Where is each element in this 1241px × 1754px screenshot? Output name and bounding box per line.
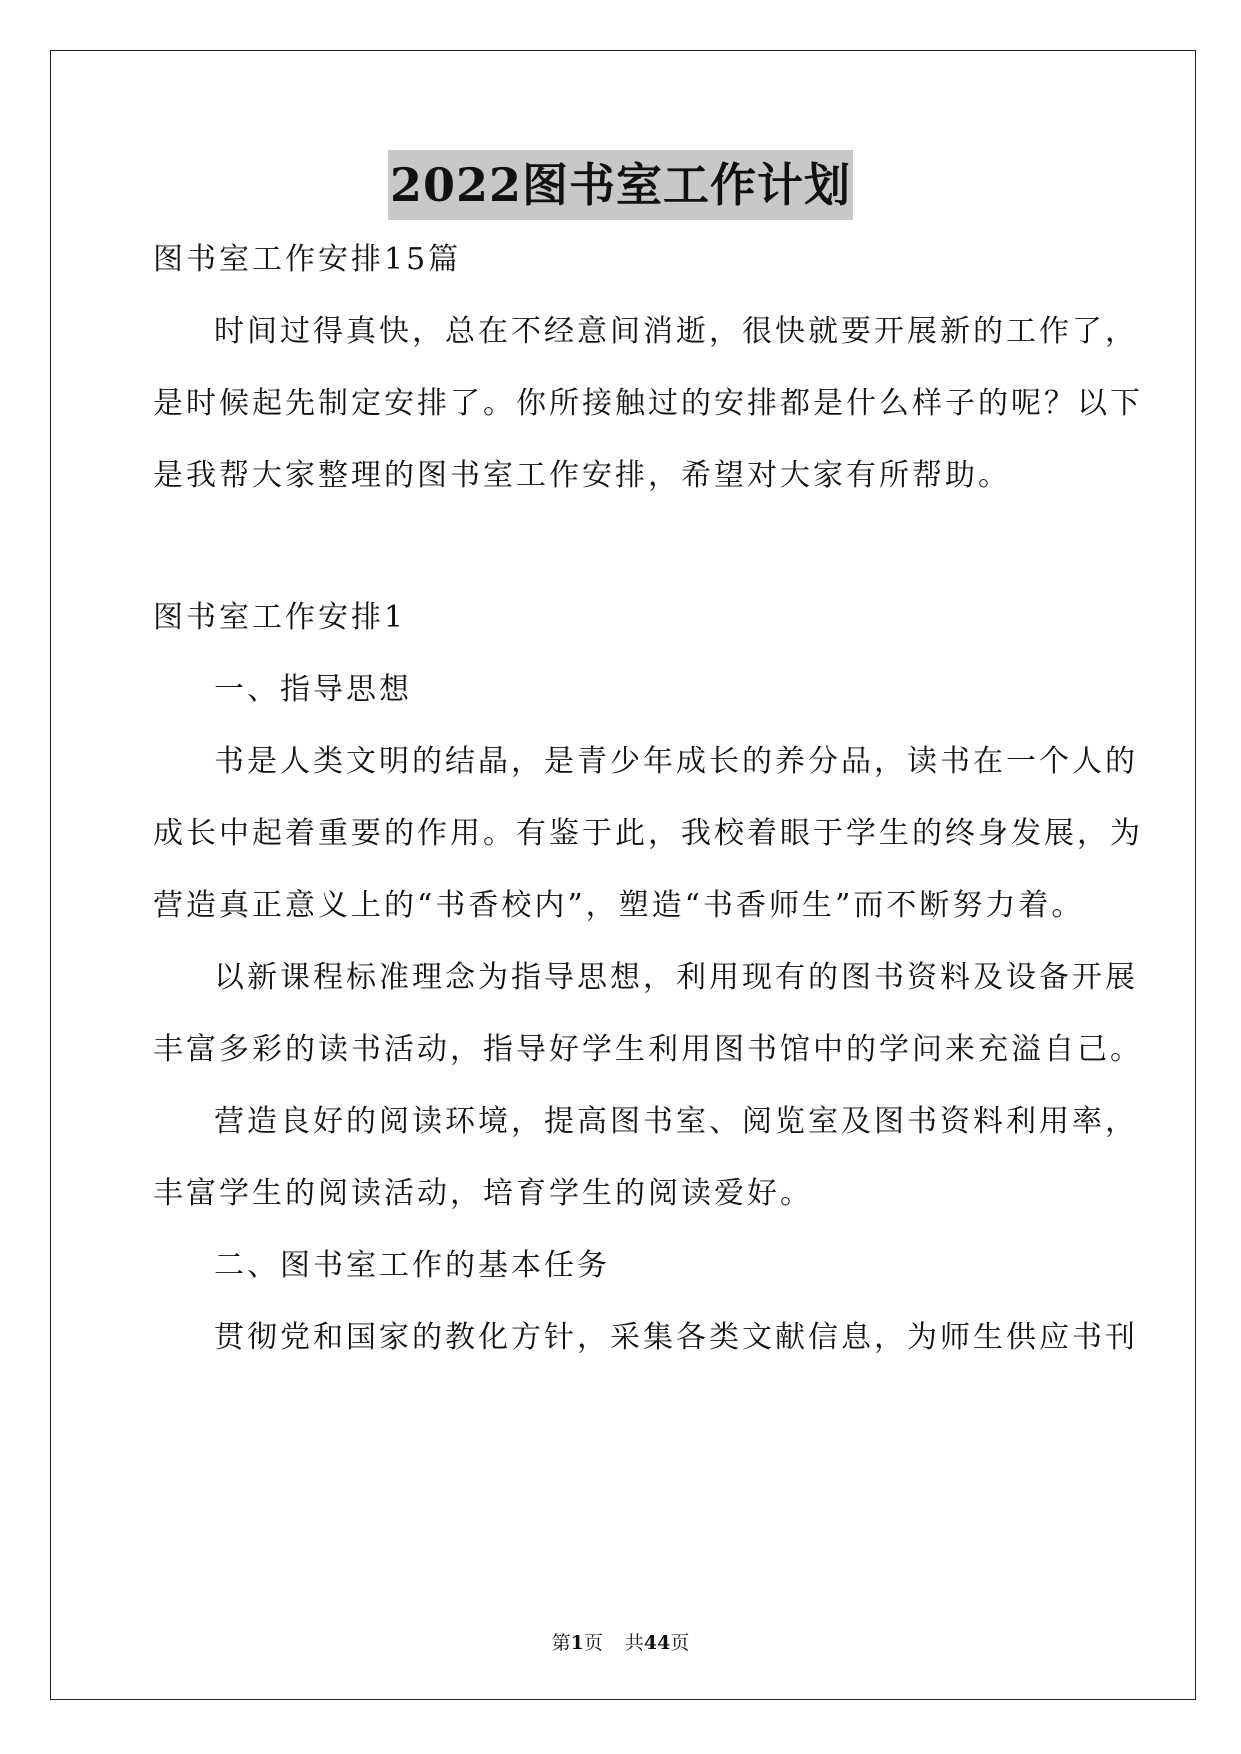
subtitle-line: 图书室工作安排15篇 — [153, 242, 462, 277]
paragraph-line: 是时候起先制定安排了。你所接触过的安排都是什么样子的呢？以下 — [153, 386, 1143, 421]
page-border — [50, 50, 1196, 1700]
page-footer — [0, 1630, 1241, 1656]
footer-total-suffix: 页 — [670, 1632, 690, 1654]
footer-page-prefix: 第 — [551, 1632, 571, 1654]
paragraph-line: 书是人类文明的结晶，是青少年成长的养分品，读书在一个人的 — [214, 744, 1138, 779]
subsection-heading: 一、指导思想 — [214, 672, 412, 707]
section-heading: 图书室工作安排1 — [153, 600, 407, 635]
paragraph-line: 营造良好的阅读环境，提高图书室、阅览室及图书资料利用率， — [214, 1104, 1138, 1139]
paragraph-line: 以新课程标准理念为指导思想，利用现有的图书资料及设备开展 — [214, 960, 1138, 995]
paragraph-line: 丰富学生的阅读活动，培育学生的阅读爱好。 — [153, 1176, 813, 1211]
document-title: 2022图书室工作计划 — [388, 150, 853, 220]
paragraph-line: 营造真正意义上的“书香校内”，塑造“书香师生”而不断努力着。 — [153, 888, 1085, 923]
paragraph-line: 成长中起着重要的作用。有鉴于此，我校着眼于学生的终身发展，为 — [153, 816, 1143, 851]
paragraph-line: 时间过得真快，总在不经意间消逝，很快就要开展新的工作了， — [214, 314, 1138, 349]
footer-page-number: 1 — [570, 1632, 584, 1654]
footer-total-pages: 44 — [643, 1632, 671, 1654]
paragraph-line: 丰富多彩的读书活动，指导好学生利用图书馆中的学问来充溢自己。 — [153, 1032, 1143, 1067]
footer-total-prefix: 共 — [624, 1632, 644, 1654]
footer-page-suffix: 页 — [583, 1632, 603, 1654]
paragraph-line: 是我帮大家整理的图书室工作安排，希望对大家有所帮助。 — [153, 458, 1011, 493]
paragraph-line: 贯彻党和国家的教化方针，采集各类文献信息，为师生供应书刊 — [214, 1320, 1138, 1355]
title-container — [0, 150, 1241, 220]
subsection-heading: 二、图书室工作的基本任务 — [214, 1248, 610, 1283]
